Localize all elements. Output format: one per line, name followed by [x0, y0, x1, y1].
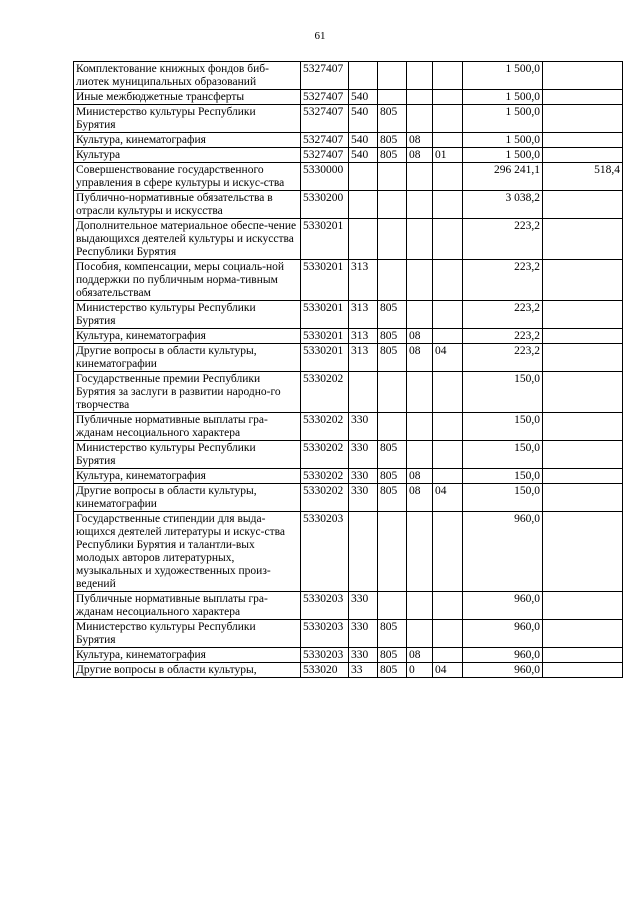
row-name-cell: Комплектование книжных фондов биб-лиотек муниципальных образований	[74, 62, 301, 90]
target-code-cell: 533020	[301, 663, 349, 678]
expense-type-cell	[349, 62, 378, 90]
row-name-cell: Министерство культуры Республики Бурятия	[74, 301, 301, 329]
target-code-cell: 5330000	[301, 163, 349, 191]
target-code-cell: 5330203	[301, 512, 349, 592]
subsection-cell: 04	[433, 484, 463, 512]
subsection-cell: 04	[433, 663, 463, 678]
target-code-cell: 5330202	[301, 372, 349, 413]
section-cell	[407, 301, 433, 329]
table-row	[74, 105, 623, 133]
subsection-cell	[433, 219, 463, 260]
row-name-cell: Публично-нормативные обязательства в отрасли культуры и искусства	[74, 191, 301, 219]
table-row	[74, 469, 623, 484]
row-name-cell: Государственные премии Республики Бурятия за заслуги в развитии народно-го творчества	[74, 372, 301, 413]
amount-cell: 1 500,0	[463, 105, 543, 133]
expense-type-cell: 330	[349, 469, 378, 484]
amount-secondary-cell	[543, 260, 623, 301]
target-code-cell: 5330201	[301, 219, 349, 260]
section-cell	[407, 105, 433, 133]
amount-secondary-cell	[543, 329, 623, 344]
section-cell	[407, 620, 433, 648]
amount-cell: 223,2	[463, 219, 543, 260]
target-code-cell: 5327407	[301, 148, 349, 163]
ministry-code-cell	[378, 219, 407, 260]
amount-secondary-cell	[543, 441, 623, 469]
subsection-cell	[433, 90, 463, 105]
row-name-cell: Другие вопросы в области культуры, кинематографии	[74, 344, 301, 372]
ministry-code-cell	[378, 191, 407, 219]
section-cell: 08	[407, 469, 433, 484]
target-code-cell: 5330201	[301, 329, 349, 344]
ministry-code-cell	[378, 62, 407, 90]
section-cell	[407, 90, 433, 105]
ministry-code-cell: 805	[378, 329, 407, 344]
subsection-cell	[433, 620, 463, 648]
ministry-code-cell	[378, 260, 407, 301]
ministry-code-cell: 805	[378, 105, 407, 133]
page-number: 61	[314, 30, 326, 42]
section-cell	[407, 62, 433, 90]
row-name-cell: Министерство культуры Республики Бурятия	[74, 105, 301, 133]
row-name-cell: Другие вопросы в области культуры, кинематографии	[74, 484, 301, 512]
expense-type-cell: 313	[349, 260, 378, 301]
target-code-cell: 5330201	[301, 260, 349, 301]
table-row	[74, 219, 623, 260]
amount-cell: 1 500,0	[463, 90, 543, 105]
amount-cell: 960,0	[463, 592, 543, 620]
amount-cell: 1 500,0	[463, 62, 543, 90]
row-name-cell: Культура, кинематография	[74, 648, 301, 663]
amount-cell: 223,2	[463, 301, 543, 329]
ministry-code-cell: 805	[378, 148, 407, 163]
target-code-cell: 5327407	[301, 133, 349, 148]
subsection-cell	[433, 469, 463, 484]
amount-secondary-cell	[543, 484, 623, 512]
table-row	[74, 163, 623, 191]
table-row	[74, 592, 623, 620]
amount-cell: 3 038,2	[463, 191, 543, 219]
amount-cell: 150,0	[463, 372, 543, 413]
amount-cell: 223,2	[463, 260, 543, 301]
target-code-cell: 5330203	[301, 648, 349, 663]
amount-secondary-cell	[543, 620, 623, 648]
row-name-cell: Пособия, компенсации, меры социаль-ной поддержки по публичным норма-тивным обязательствам	[74, 260, 301, 301]
amount-cell: 223,2	[463, 329, 543, 344]
section-cell	[407, 219, 433, 260]
table-row	[74, 191, 623, 219]
budget-table-body	[74, 62, 623, 678]
amount-secondary-cell	[543, 344, 623, 372]
subsection-cell	[433, 512, 463, 592]
target-code-cell: 5327407	[301, 90, 349, 105]
amount-cell: 223,2	[463, 344, 543, 372]
ministry-code-cell: 805	[378, 620, 407, 648]
amount-secondary-cell	[543, 219, 623, 260]
amount-cell: 1 500,0	[463, 133, 543, 148]
expense-type-cell: 330	[349, 413, 378, 441]
row-name-cell: Совершенствование государственного управления в сфере культуры и искус-ства	[74, 163, 301, 191]
table-row	[74, 484, 623, 512]
row-name-cell: Иные межбюджетные трансферты	[74, 90, 301, 105]
amount-secondary-cell	[543, 62, 623, 90]
ministry-code-cell: 805	[378, 133, 407, 148]
expense-type-cell: 330	[349, 648, 378, 663]
row-name-cell: Культура, кинематография	[74, 329, 301, 344]
table-row	[74, 133, 623, 148]
section-cell	[407, 260, 433, 301]
section-cell: 0	[407, 663, 433, 678]
amount-cell: 960,0	[463, 648, 543, 663]
ministry-code-cell	[378, 90, 407, 105]
amount-secondary-cell	[543, 469, 623, 484]
row-name-cell: Культура, кинематография	[74, 469, 301, 484]
amount-secondary-cell: 518,4	[543, 163, 623, 191]
table-row	[74, 344, 623, 372]
table-row	[74, 148, 623, 163]
amount-secondary-cell	[543, 648, 623, 663]
table-row	[74, 62, 623, 90]
amount-cell: 150,0	[463, 441, 543, 469]
amount-secondary-cell	[543, 133, 623, 148]
expense-type-cell: 313	[349, 344, 378, 372]
target-code-cell: 5330203	[301, 592, 349, 620]
amount-cell: 960,0	[463, 512, 543, 592]
subsection-cell	[433, 329, 463, 344]
subsection-cell	[433, 372, 463, 413]
subsection-cell	[433, 592, 463, 620]
subsection-cell: 01	[433, 148, 463, 163]
amount-secondary-cell	[543, 512, 623, 592]
subsection-cell	[433, 648, 463, 663]
ministry-code-cell: 805	[378, 484, 407, 512]
target-code-cell: 5330202	[301, 413, 349, 441]
section-cell	[407, 441, 433, 469]
expense-type-cell: 540	[349, 133, 378, 148]
amount-cell: 960,0	[463, 620, 543, 648]
amount-secondary-cell	[543, 105, 623, 133]
section-cell: 08	[407, 133, 433, 148]
section-cell	[407, 372, 433, 413]
row-name-cell: Дополнительное материальное обеспе-чение выдающихся деятелей культуры и искусства Республики Бурятия	[74, 219, 301, 260]
amount-secondary-cell	[543, 191, 623, 219]
amount-secondary-cell	[543, 301, 623, 329]
ministry-code-cell	[378, 372, 407, 413]
ministry-code-cell: 805	[378, 469, 407, 484]
amount-secondary-cell	[543, 592, 623, 620]
expense-type-cell	[349, 191, 378, 219]
amount-secondary-cell	[543, 148, 623, 163]
ministry-code-cell	[378, 592, 407, 620]
expense-type-cell: 330	[349, 592, 378, 620]
section-cell: 08	[407, 344, 433, 372]
expense-type-cell	[349, 512, 378, 592]
table-row	[74, 301, 623, 329]
row-name-cell: Культура	[74, 148, 301, 163]
amount-secondary-cell	[543, 90, 623, 105]
table-row	[74, 260, 623, 301]
target-code-cell: 5330202	[301, 469, 349, 484]
target-code-cell: 5330202	[301, 484, 349, 512]
subsection-cell	[433, 62, 463, 90]
expense-type-cell: 33	[349, 663, 378, 678]
table-row	[74, 413, 623, 441]
expense-type-cell	[349, 219, 378, 260]
subsection-cell	[433, 260, 463, 301]
ministry-code-cell: 805	[378, 648, 407, 663]
section-cell: 08	[407, 484, 433, 512]
budget-table	[73, 61, 623, 678]
subsection-cell	[433, 441, 463, 469]
section-cell	[407, 191, 433, 219]
expense-type-cell: 540	[349, 105, 378, 133]
row-name-cell: Публичные нормативные выплаты гра-жданам несоциального характера	[74, 413, 301, 441]
expense-type-cell: 313	[349, 329, 378, 344]
ministry-code-cell	[378, 163, 407, 191]
ministry-code-cell: 805	[378, 441, 407, 469]
table-row	[74, 329, 623, 344]
section-cell: 08	[407, 648, 433, 663]
table-row	[74, 90, 623, 105]
expense-type-cell: 313	[349, 301, 378, 329]
expense-type-cell: 330	[349, 620, 378, 648]
target-code-cell: 5330201	[301, 301, 349, 329]
section-cell: 08	[407, 148, 433, 163]
expense-type-cell	[349, 163, 378, 191]
row-name-cell: Культура, кинематография	[74, 133, 301, 148]
target-code-cell: 5330202	[301, 441, 349, 469]
ministry-code-cell: 805	[378, 344, 407, 372]
expense-type-cell: 540	[349, 90, 378, 105]
target-code-cell: 5327407	[301, 62, 349, 90]
row-name-cell: Государственные стипендии для выда-ющихся деятелей литературы и искус-ства Республики Бурятия и талантли-вых молодых авторов литературных, музыкальных и художественных произ-ведений	[74, 512, 301, 592]
subsection-cell	[433, 133, 463, 148]
amount-secondary-cell	[543, 413, 623, 441]
ministry-code-cell: 805	[378, 663, 407, 678]
section-cell	[407, 512, 433, 592]
section-cell	[407, 592, 433, 620]
subsection-cell	[433, 163, 463, 191]
ministry-code-cell	[378, 512, 407, 592]
expense-type-cell	[349, 372, 378, 413]
target-code-cell: 5330200	[301, 191, 349, 219]
expense-type-cell: 540	[349, 148, 378, 163]
section-cell: 08	[407, 329, 433, 344]
target-code-cell: 5327407	[301, 105, 349, 133]
ministry-code-cell	[378, 413, 407, 441]
subsection-cell	[433, 301, 463, 329]
amount-cell: 150,0	[463, 484, 543, 512]
subsection-cell	[433, 413, 463, 441]
row-name-cell: Публичные нормативные выплаты гра-жданам несоциального характера	[74, 592, 301, 620]
expense-type-cell: 330	[349, 441, 378, 469]
subsection-cell	[433, 105, 463, 133]
amount-cell: 1 500,0	[463, 148, 543, 163]
table-row	[74, 372, 623, 413]
table-row	[74, 441, 623, 469]
amount-secondary-cell	[543, 372, 623, 413]
table-row	[74, 648, 623, 663]
target-code-cell: 5330201	[301, 344, 349, 372]
table-row	[74, 663, 623, 678]
subsection-cell	[433, 191, 463, 219]
row-name-cell: Министерство культуры Республики Бурятия	[74, 620, 301, 648]
table-row	[74, 512, 623, 592]
row-name-cell: Другие вопросы в области культуры,	[74, 663, 301, 678]
target-code-cell: 5330203	[301, 620, 349, 648]
subsection-cell: 04	[433, 344, 463, 372]
section-cell	[407, 163, 433, 191]
row-name-cell: Министерство культуры Республики Бурятия	[74, 441, 301, 469]
amount-cell: 960,0	[463, 663, 543, 678]
amount-cell: 150,0	[463, 413, 543, 441]
section-cell	[407, 413, 433, 441]
amount-cell: 150,0	[463, 469, 543, 484]
expense-type-cell: 330	[349, 484, 378, 512]
ministry-code-cell: 805	[378, 301, 407, 329]
amount-cell: 296 241,1	[463, 163, 543, 191]
table-row	[74, 620, 623, 648]
amount-secondary-cell	[543, 663, 623, 678]
